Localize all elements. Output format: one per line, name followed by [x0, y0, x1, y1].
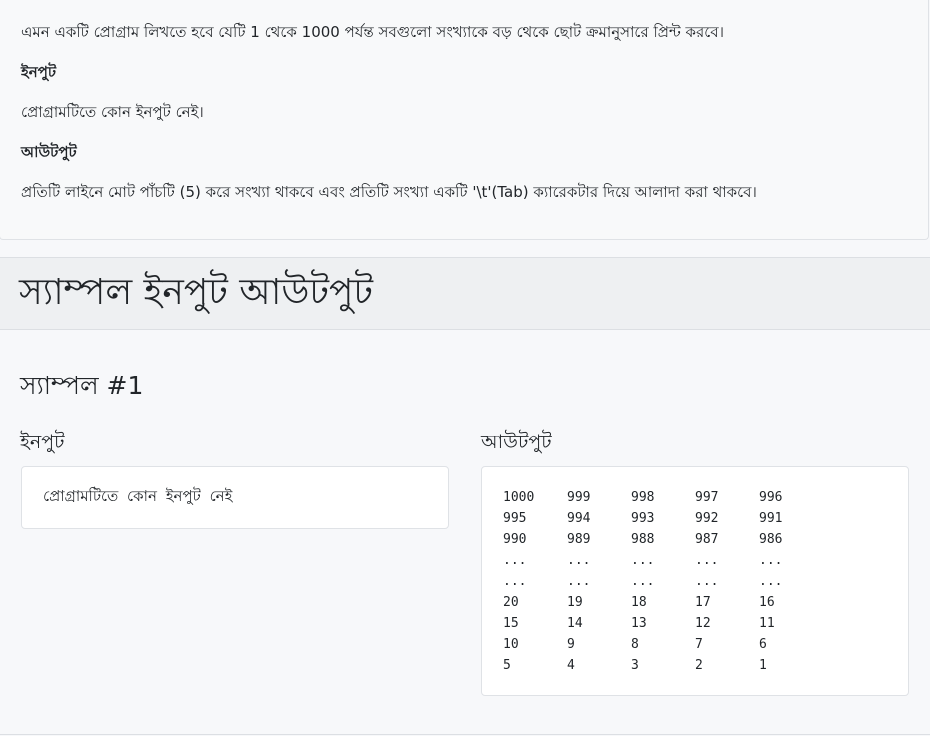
- output-cell: 10: [503, 637, 519, 652]
- output-cell: 2: [695, 658, 703, 673]
- output-cell: 990: [503, 532, 527, 547]
- output-row: [503, 634, 823, 655]
- output-row: [503, 550, 823, 571]
- output-cell: 17: [695, 595, 711, 610]
- output-cell: 986: [759, 532, 783, 547]
- output-cell: 12: [695, 616, 711, 631]
- output-cell: 988: [631, 532, 655, 547]
- output-cell: ...: [631, 553, 655, 568]
- output-cell: 4: [567, 658, 575, 673]
- output-cell: 11: [759, 616, 775, 631]
- output-row: [503, 487, 823, 508]
- sample-output-grid: [503, 487, 823, 676]
- output-cell: 16: [759, 595, 775, 610]
- output-cell: 992: [695, 511, 719, 526]
- output-cell: ...: [695, 553, 719, 568]
- output-cell: 991: [759, 511, 783, 526]
- output-cell: 14: [567, 616, 583, 631]
- sample-title: স্যাম্পল #1: [20, 371, 144, 400]
- sample-section-header: [0, 257, 930, 330]
- output-cell: 19: [567, 595, 583, 610]
- sample-section-title: স্যাম্পল ইনপুট আউটপুট: [19, 272, 374, 313]
- sample-input-label: ইনপুট: [20, 431, 65, 453]
- output-cell: 1000: [503, 490, 535, 505]
- output-cell: ...: [695, 574, 719, 589]
- output-cell: 3: [631, 658, 639, 673]
- input-heading: ইনপুট: [21, 63, 57, 81]
- output-cell: 997: [695, 490, 719, 505]
- output-cell: 15: [503, 616, 519, 631]
- output-cell: 9: [567, 637, 575, 652]
- output-cell: 998: [631, 490, 655, 505]
- divider: [0, 734, 930, 735]
- output-cell: ...: [567, 553, 591, 568]
- output-cell: 995: [503, 511, 527, 526]
- output-cell: 994: [567, 511, 591, 526]
- output-description: প্রতিটি লাইনে মোট পাঁচটি (5) করে সংখ্যা থাকবে এবং প্রতিটি সংখ্যা একটি '\t'(Tab) ক্যারেকটার দিয়ে আলাদা করা থাকবে।: [21, 183, 757, 201]
- output-row: [503, 613, 823, 634]
- output-cell: 6: [759, 637, 767, 652]
- output-heading: আউটপুট: [21, 143, 77, 161]
- output-cell: 13: [631, 616, 647, 631]
- sample-input-value: প্রোগ্রামটিতে কোন ইনপুট নেই: [43, 487, 233, 505]
- output-cell: ...: [631, 574, 655, 589]
- output-cell: 987: [695, 532, 719, 547]
- output-cell: 996: [759, 490, 783, 505]
- output-row: [503, 655, 823, 676]
- output-row: [503, 571, 823, 592]
- output-cell: 993: [631, 511, 655, 526]
- output-cell: ...: [503, 574, 527, 589]
- output-cell: ...: [759, 553, 783, 568]
- output-cell: 1: [759, 658, 767, 673]
- sample-output-label: আউটপুট: [481, 431, 552, 453]
- sample-output-box: [481, 466, 909, 696]
- problem-statement: এমন একটি প্রোগ্রাম লিখতে হবে যেটি 1 থেকে 1000 পর্যন্ত সবগুলো সংখ্যাকে বড় থেকে ছোট ক্রমানুসারে প্রিন্ট করবে।: [21, 23, 725, 41]
- output-cell: 999: [567, 490, 591, 505]
- output-cell: ...: [567, 574, 591, 589]
- output-cell: 20: [503, 595, 519, 610]
- output-cell: 5: [503, 658, 511, 673]
- input-description: প্রোগ্রামটিতে কোন ইনপুট নেই।: [21, 103, 204, 121]
- output-row: [503, 529, 823, 550]
- output-cell: 989: [567, 532, 591, 547]
- output-row: [503, 508, 823, 529]
- output-cell: ...: [759, 574, 783, 589]
- sample-input-box: [21, 466, 449, 529]
- output-cell: 7: [695, 637, 703, 652]
- output-cell: 18: [631, 595, 647, 610]
- output-cell: 8: [631, 637, 639, 652]
- output-row: [503, 592, 823, 613]
- output-cell: ...: [503, 553, 527, 568]
